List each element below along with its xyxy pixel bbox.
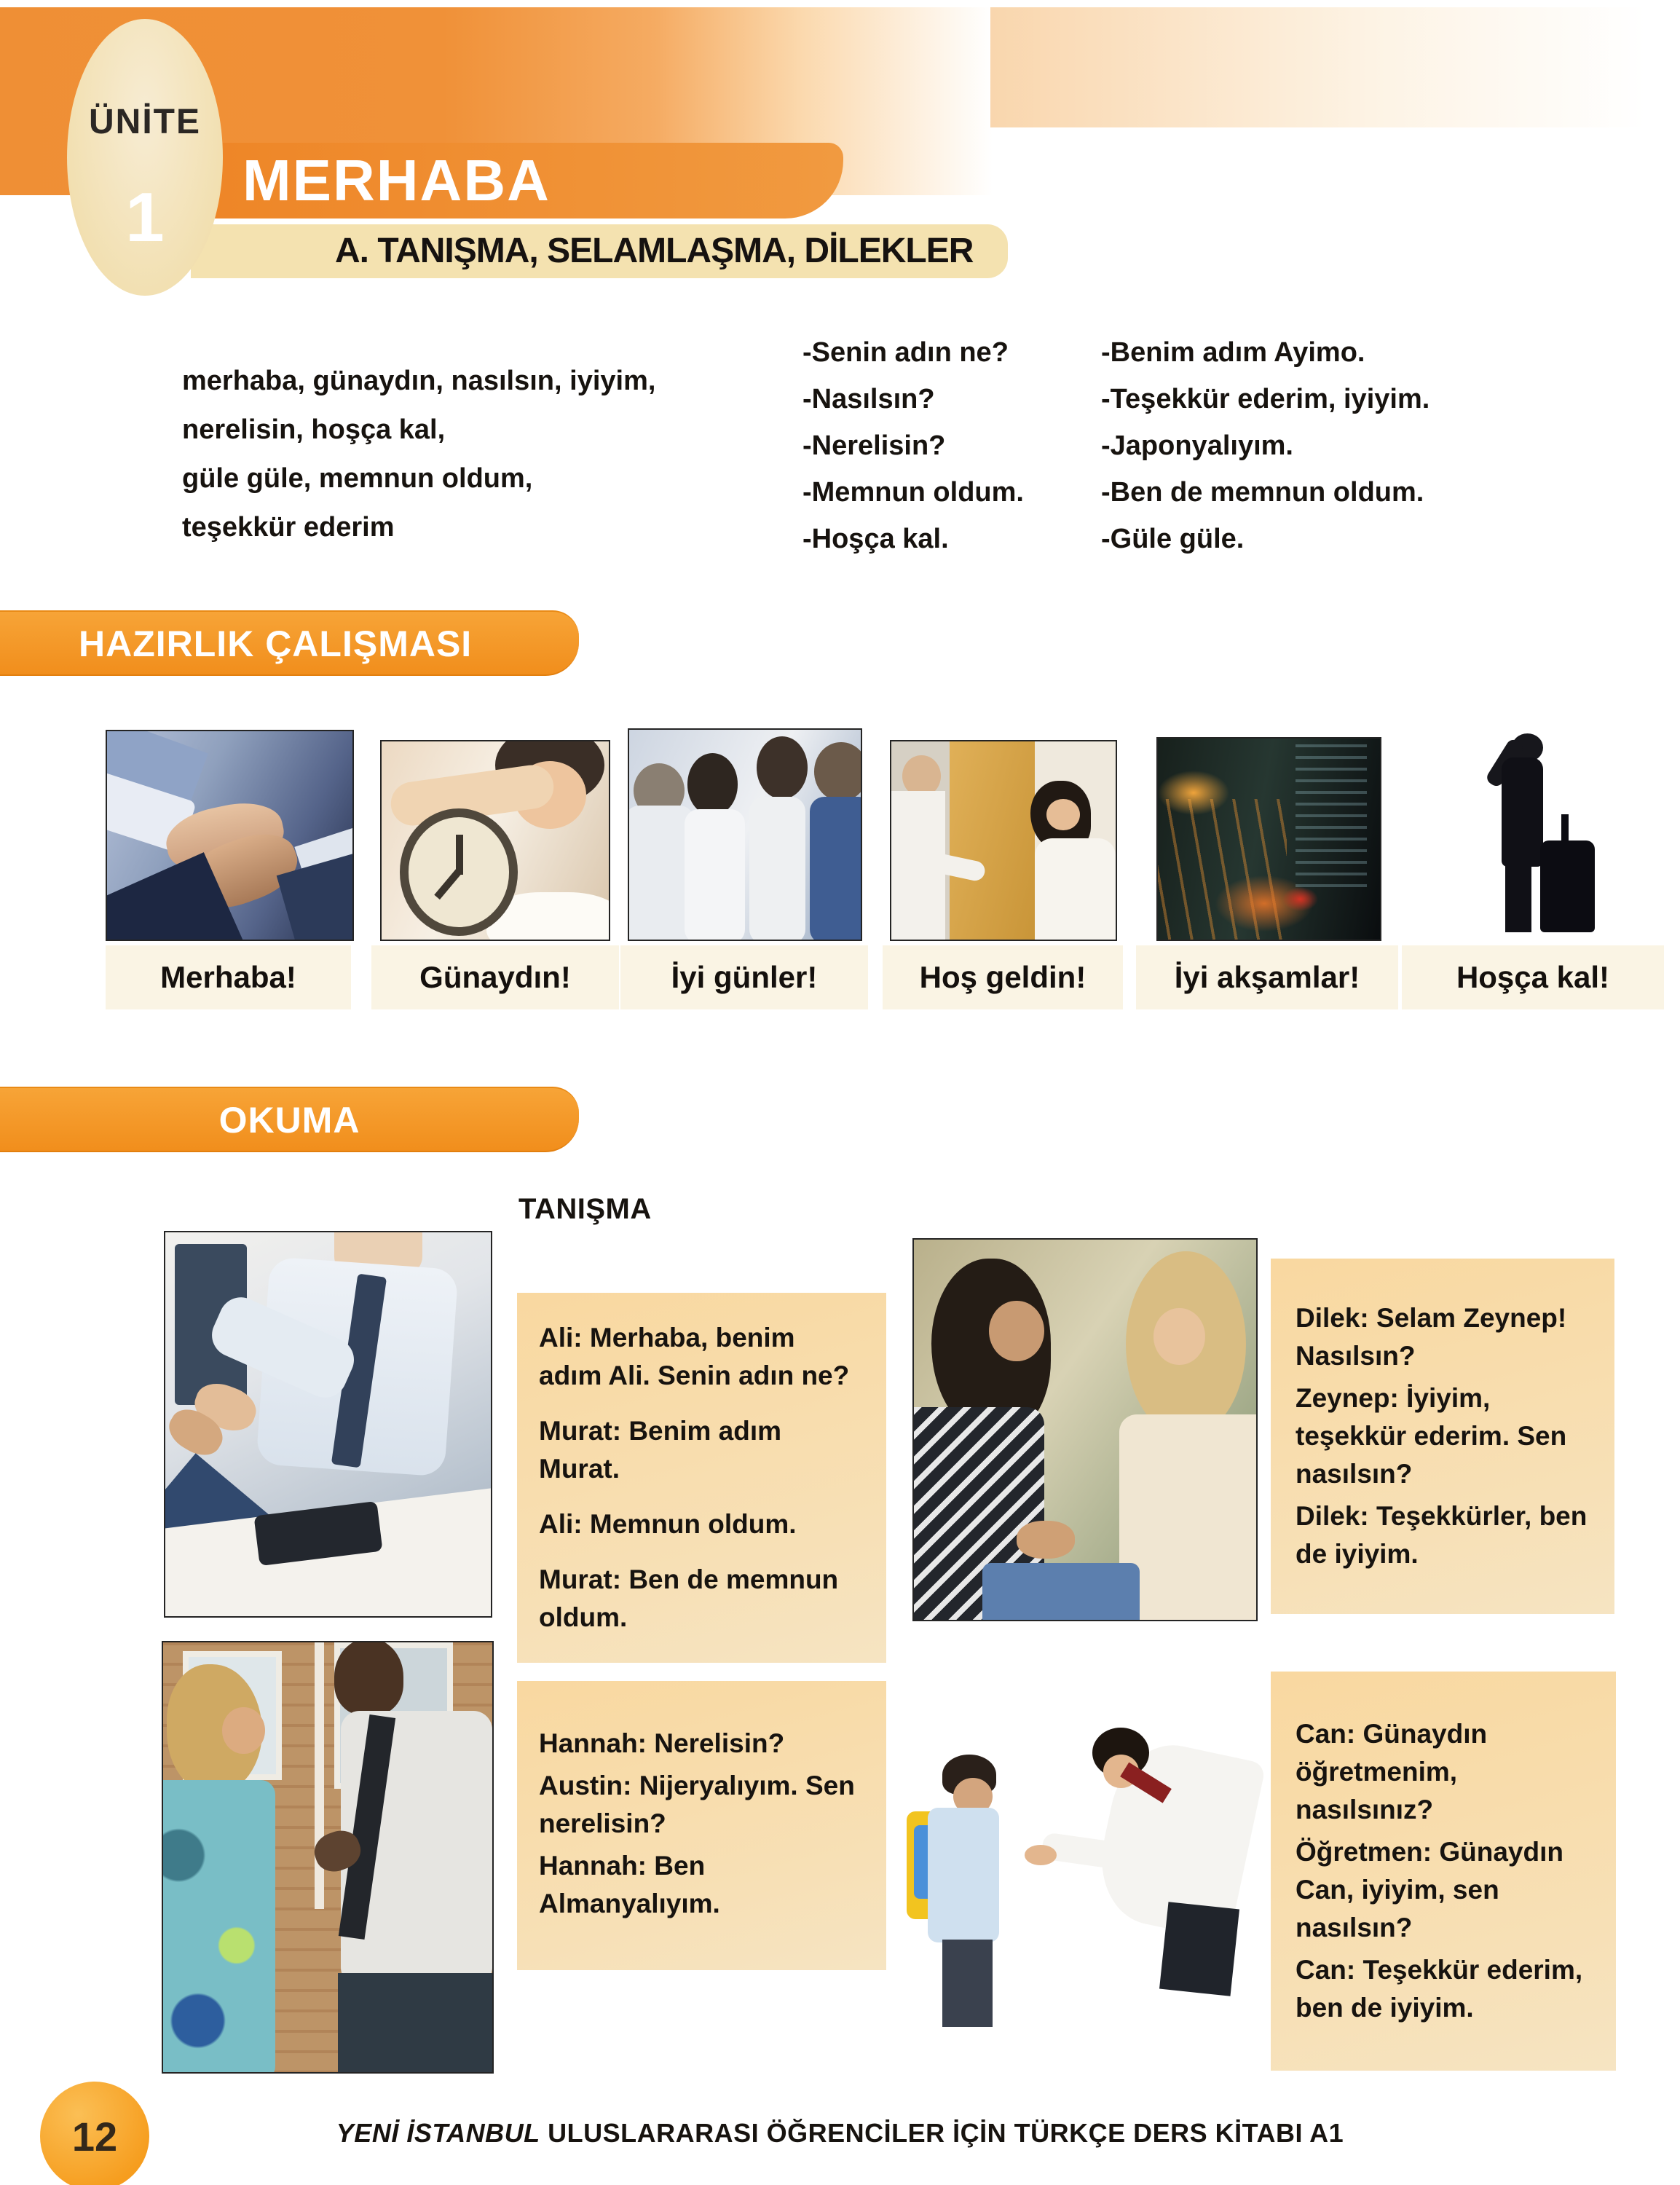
unit-badge-number: 1 [125, 178, 165, 256]
dialogue-box-hannah-austin: Hannah: Nerelisin? Austin: Nijeryalıyım. Sen nerelisin? Hannah: Ben Almanyalıyım. [517, 1681, 886, 1970]
answer-line: -Güle güle. [1101, 524, 1245, 554]
waking-up-alarm-clock-photo [380, 740, 610, 941]
page-number: 12 [71, 2113, 118, 2160]
vocabulary-list [182, 357, 655, 552]
decor-shape [1017, 1521, 1075, 1559]
question-column [802, 329, 1024, 562]
vocab-line: nerelisin, hoşça kal, [182, 414, 446, 445]
decor-shape [814, 742, 862, 801]
suitcase-shape [1540, 840, 1595, 932]
decor-shape [989, 1301, 1044, 1362]
decor-shape [1153, 1308, 1205, 1365]
decor-shape [1158, 771, 1229, 815]
decor-shape [950, 741, 1035, 940]
footer-book-title [0, 2118, 1680, 2149]
decor-shape [942, 1940, 993, 2027]
answer-line: -Benim adım Ayimo. [1101, 337, 1365, 368]
decor-shape [982, 1563, 1140, 1621]
handshake-photo [106, 730, 354, 941]
decor-shape [687, 753, 738, 816]
photo-caption: Günaydın! [371, 945, 619, 1009]
answer-line: -Ben de memnun oldum. [1101, 477, 1424, 508]
vocab-line: teşekkür ederim [182, 512, 395, 543]
section-banner-okuma: OKUMA [0, 1087, 579, 1152]
welcome-at-door-photo [890, 740, 1117, 941]
decor-shape [757, 736, 808, 799]
dialogue-box-ali-murat: Ali: Merhaba, benim adım Ali. Senin adın ne? Murat: Benim adım Murat. Ali: Memnun oldum. Murat: Ben de memnun oldum. [517, 1293, 886, 1663]
decor-shape [1025, 1845, 1057, 1865]
decor-shape [162, 1780, 275, 2074]
dialogue-box-dilek-zeynep: Dilek: Selam Zeynep! Nasılsın? Zeynep: İyiyim, teşekkür ederim. Sen nasılsın? Dilek: Teşekkürler, ben de iyiyim. [1271, 1259, 1614, 1614]
decor-shape [1505, 862, 1531, 932]
question-line: -Nasılsın? [802, 384, 935, 414]
photo-caption: İyi akşamlar! [1136, 945, 1398, 1009]
question-line: -Senin adın ne? [802, 337, 1009, 368]
vocab-line: merhaba, günaydın, nasılsın, iyiyim, [182, 366, 656, 396]
question-line: -Hoşça kal. [802, 524, 949, 554]
decor-shape [810, 797, 862, 941]
decor-shape [749, 797, 805, 941]
answer-line: -Japonyalıyım. [1101, 430, 1293, 461]
question-line: -Memnun oldum. [802, 477, 1024, 508]
business-people-greeting-photo [628, 728, 862, 941]
alarm-clock-shape [400, 808, 518, 935]
vocab-line: güle güle, memnun oldum, [182, 463, 533, 494]
decor-shape [338, 1973, 492, 2074]
decor-shape [1296, 744, 1367, 893]
footer-brand: YENİ İSTANBUL [336, 2118, 540, 2148]
decor-shape [1119, 1414, 1258, 1621]
answer-column [1101, 329, 1429, 562]
footer-text: ULUSLARARASI ÖĞRENCİLER İÇİN TÜRKÇE DERS KİTABI A1 [548, 2118, 1344, 2148]
section-banner-hazirlik: HAZIRLIK ÇALIŞMASI [0, 610, 579, 676]
decor-shape [928, 1808, 999, 1942]
answer-line: -Teşekkür ederim, iyiyim. [1101, 384, 1430, 414]
dialogue-box-can-ogretmen: Can: Günaydın öğretmenim, nasılsınız? Öğretmen: Günaydın Can, iyiyim, sen nasılsın? Can: Teşekkür ederim, ben de iyiyim. [1271, 1672, 1616, 2071]
photo-caption: Hoş geldin! [883, 945, 1123, 1009]
student-and-teacher-photo [907, 1697, 1263, 2034]
unit-subtitle: A. TANIŞMA, SELAMLAŞMA, DİLEKLER [191, 224, 1008, 278]
photo-caption: Hoşça kal! [1402, 945, 1664, 1009]
decor-shape [1502, 757, 1543, 867]
decor-shape [222, 1707, 265, 1755]
question-line: -Nerelisin? [802, 430, 946, 461]
city-at-night-photo [1156, 737, 1381, 941]
decor-shape [1159, 1902, 1239, 1997]
two-women-talking-photo [912, 1238, 1258, 1621]
woman-leaving-with-suitcase-photo [1465, 727, 1595, 945]
reading-heading: TANIŞMA [518, 1193, 652, 1225]
unit-title: MERHABA [184, 143, 843, 219]
photo-caption: İyi günler! [620, 945, 868, 1009]
photo-caption: Merhaba! [106, 945, 351, 1009]
couple-outside-building-photo [162, 1641, 494, 2074]
header-gradient-glow [990, 7, 1680, 127]
office-handshake-photo [164, 1231, 492, 1618]
decor-shape [685, 809, 745, 941]
decor-shape [1035, 838, 1116, 940]
unit-badge-label: ÜNİTE [89, 103, 201, 141]
decor-shape [334, 1641, 403, 1715]
decor-shape [1046, 799, 1080, 831]
unit-badge [67, 19, 223, 296]
